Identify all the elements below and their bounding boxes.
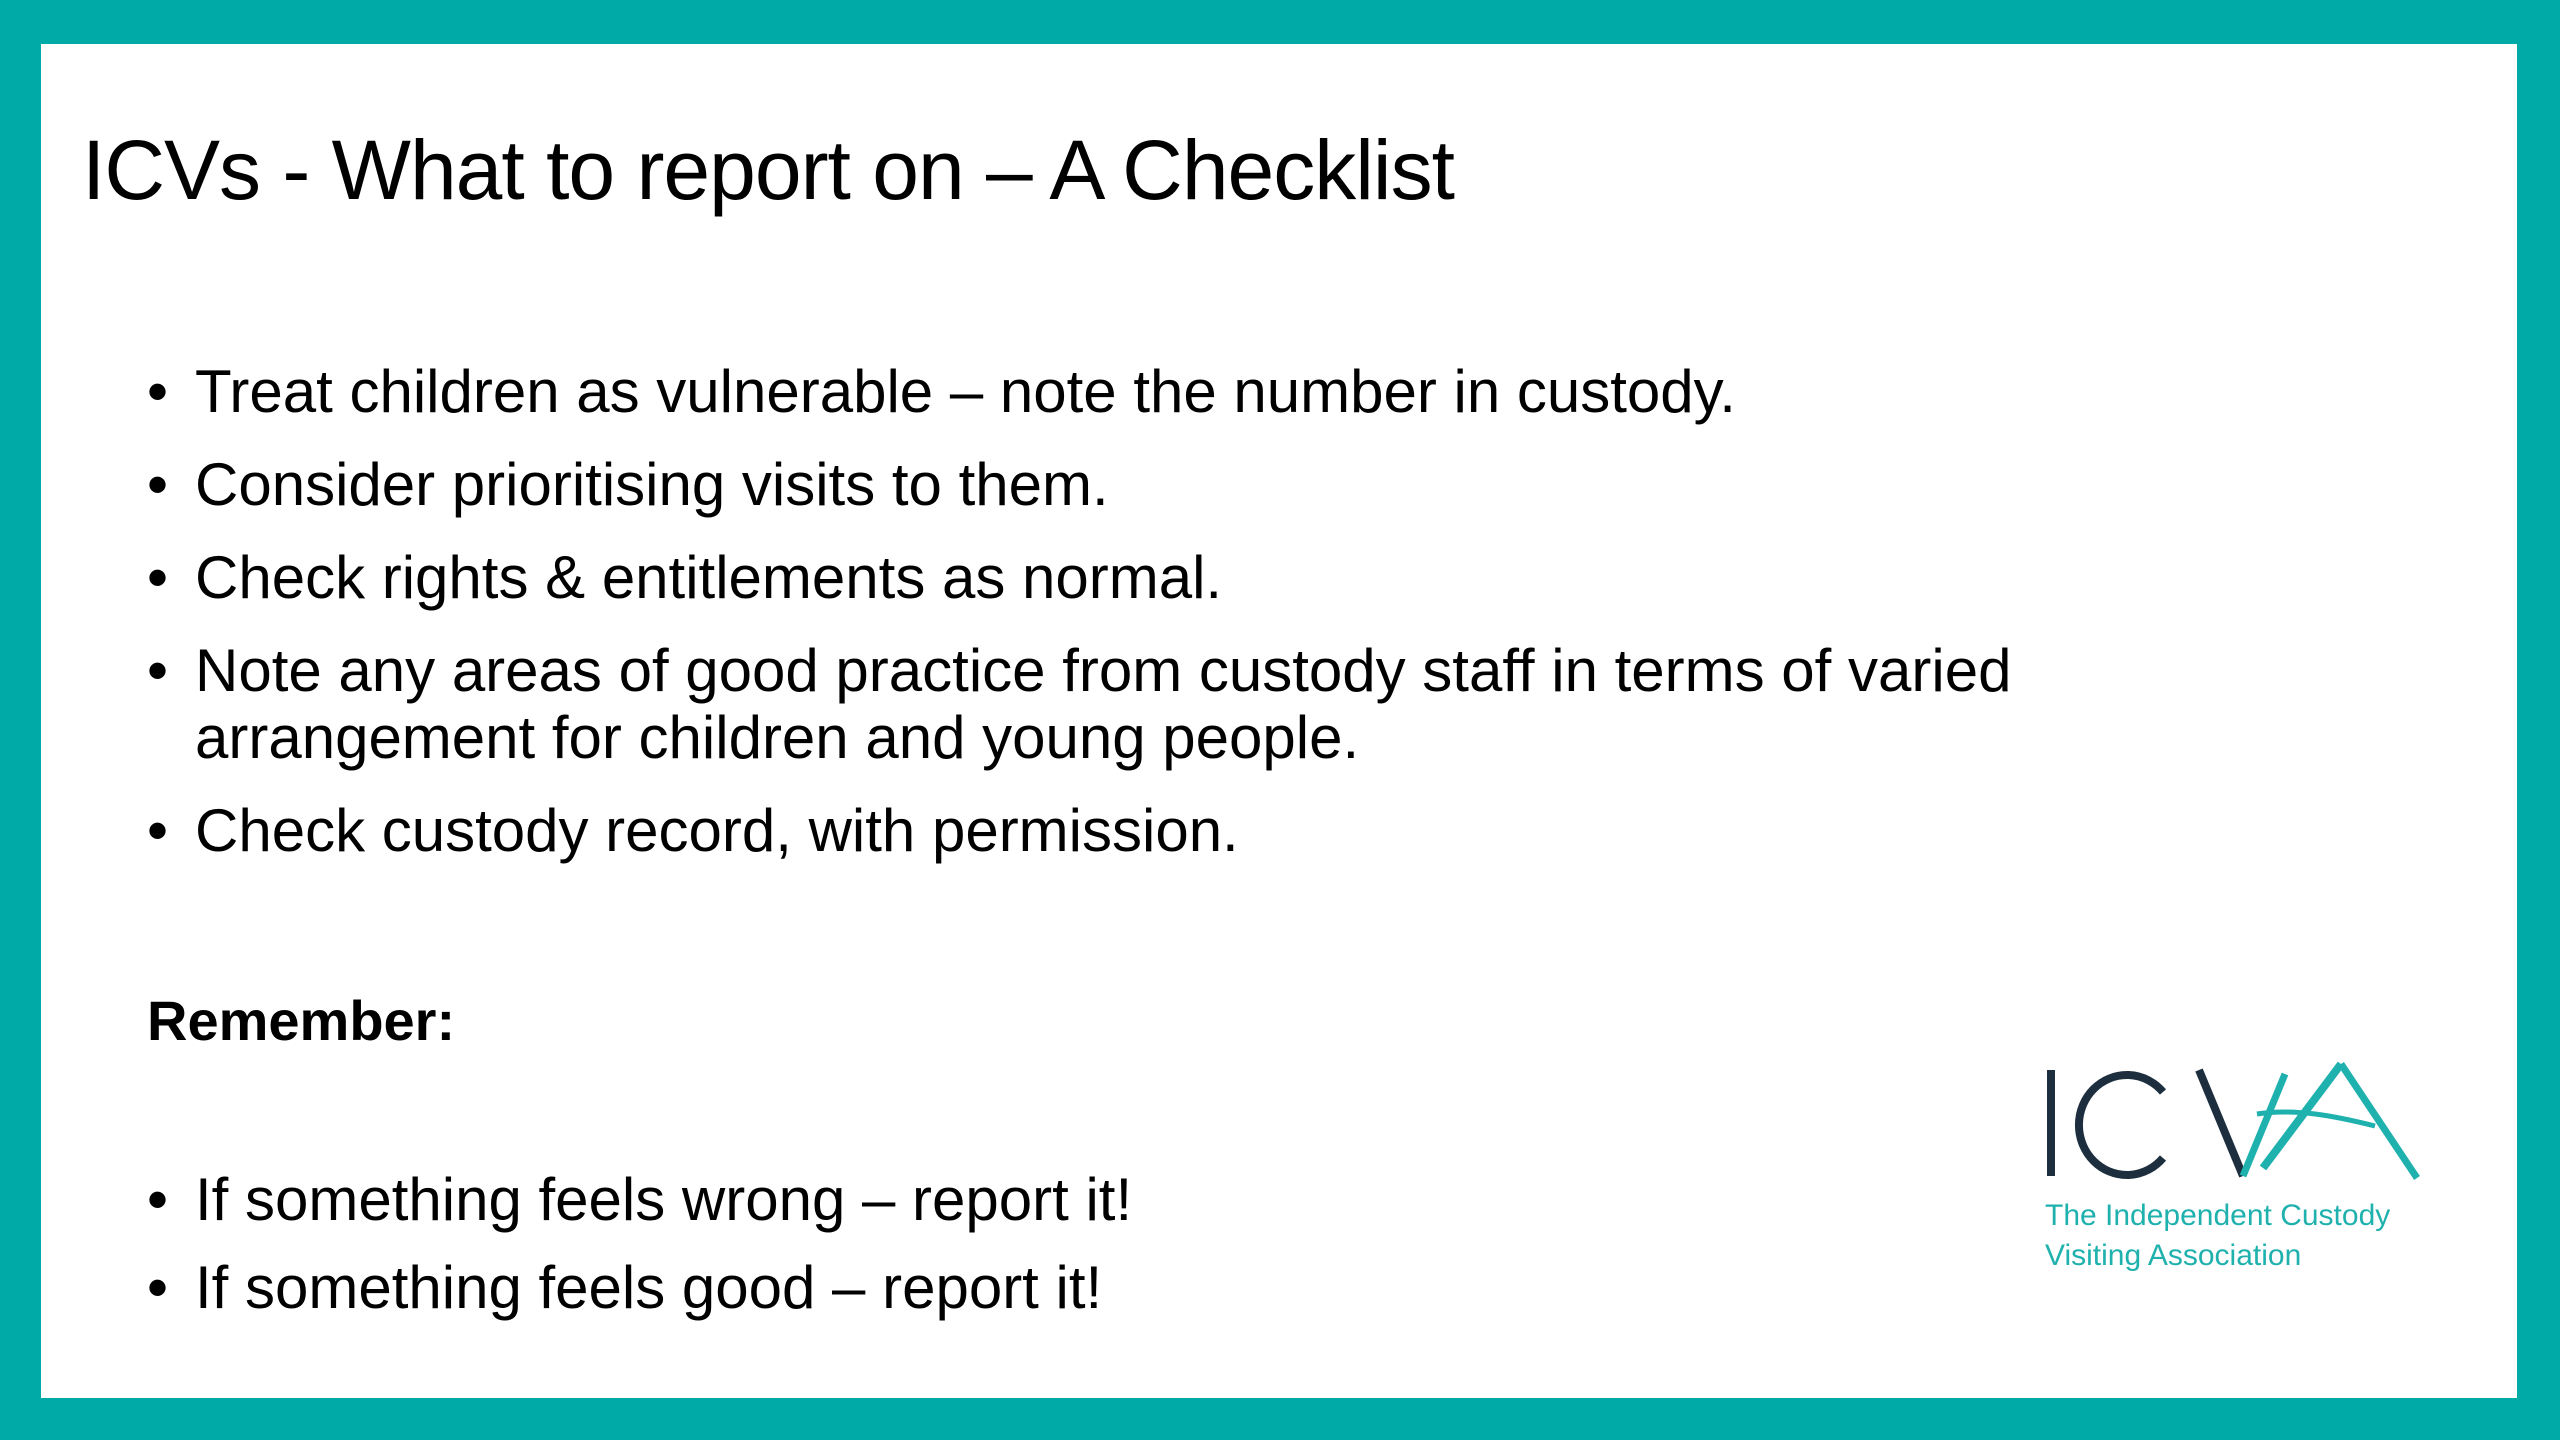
- remember-item-text: If something feels wrong – report it!: [195, 1166, 1133, 1233]
- remember-item: [147, 1254, 1747, 1321]
- slide-title: ICVs - What to report on – A Checklist: [82, 123, 1454, 217]
- bullet-icon: •: [147, 1254, 169, 1321]
- remember-item: [147, 1166, 1747, 1233]
- checklist-item: [147, 451, 2047, 518]
- bullet-icon: •: [147, 637, 169, 704]
- checklist-item: [147, 637, 2047, 771]
- bullet-icon: •: [147, 544, 169, 611]
- logo-subtitle-line2: Visiting Association: [2045, 1239, 2302, 1272]
- checklist-item-text: Consider prioritising visits to them.: [195, 451, 1109, 518]
- checklist-item-text: Treat children as vulnerable – note the number in custody.: [195, 358, 1736, 425]
- checklist-item-text: Check custody record, with permission.: [195, 797, 1239, 864]
- bullet-icon: •: [147, 358, 169, 425]
- bullet-icon: •: [147, 1166, 169, 1233]
- checklist: [147, 358, 2047, 890]
- checklist-item: [147, 358, 2047, 425]
- checklist-item-text: Check rights & entitlements as normal.: [195, 544, 1223, 611]
- remember-heading: Remember:: [147, 989, 456, 1052]
- logo-subtitle-line1: The Independent Custody: [2045, 1199, 2391, 1232]
- checklist-item: [147, 544, 2047, 611]
- bullet-icon: •: [147, 451, 169, 518]
- remember-list: [147, 1166, 1747, 1342]
- icva-logo-mark: [2045, 1010, 2465, 1190]
- checklist-item: [147, 797, 2047, 864]
- checklist-item-text: Note any areas of good practice from custody staff in terms of varied arrangement for children and young people.: [195, 637, 2012, 771]
- bullet-icon: •: [147, 797, 169, 864]
- slide-canvas: [41, 44, 2517, 1398]
- remember-item-text: If something feels good – report it!: [195, 1254, 1103, 1321]
- icva-logo: [2045, 1010, 2465, 1300]
